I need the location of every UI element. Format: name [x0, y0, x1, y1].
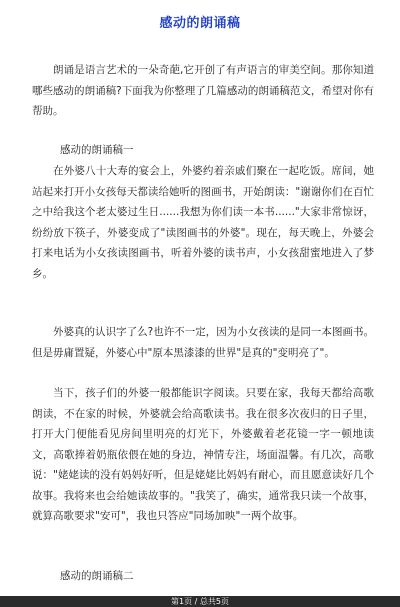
story-paragraph-reflection: 外婆真的认识字了么?也许不一定，因为小女孩读的是同一本图画书。但是毋庸置疑，外婆心中"原本黑漆漆的世界"是真的"变明亮了"。 — [32, 326, 374, 359]
section-heading-one: 感动的朗诵稿一 — [60, 144, 134, 156]
intro-paragraph: 朗诵是语言艺术的一朵奇葩,它开创了有声语言的审美空间。那你知道哪些感动的朗诵稿?下面我为你整理了几篇感动的朗诵稿范文，希望对你有帮助。 — [32, 64, 374, 117]
page-indicator-bar — [0, 596, 400, 607]
document-title: 感动的朗诵稿 — [159, 16, 241, 31]
page-indicator: 第1页 / 总共5页 — [171, 597, 229, 606]
section-heading-two: 感动的朗诵稿二 — [60, 570, 134, 582]
story-paragraph-birthday: 在外婆八十大寿的宴会上，外婆约着亲戚们聚在一起吃饭。席间，她站起来打开小女孩每天都读给她听的图画书，开始朗读："谢谢你们在百忙之中给我这个老太婆过生日......我想为你们读一本书......"大家非常惊讶，纷纷放下筷子，外婆变成了"读图画书的外婆"。现在，每天晚上，外婆会打来电话为小女孩读图画书，听着外婆的读书声，小女孩甜蜜地进入了梦乡。 — [32, 165, 374, 280]
story-paragraph-reading: 当下，孩子们的外婆一般都能识字阅读。只要在家，我每天都给高歌朗读，不在家的时候，外婆就会给高歌读书。我在很多次夜归的日子里，打开大门便能看见房间里明亮的灯光下，外婆戴着老花镜一字一顿地读文，高歌捧着奶瓶依偎在她的身边，神情专注，场面温馨。有几次，高歌说："姥姥读的没有妈妈好听，但是姥姥比妈妈有耐心，而且愿意读好几个故事。我将来也会给她读故事的。"我笑了，确实，通常我只读一个故事，就算高歌要求"安可"，我也只答应"同场加映"一两个故事。 — [32, 387, 374, 522]
